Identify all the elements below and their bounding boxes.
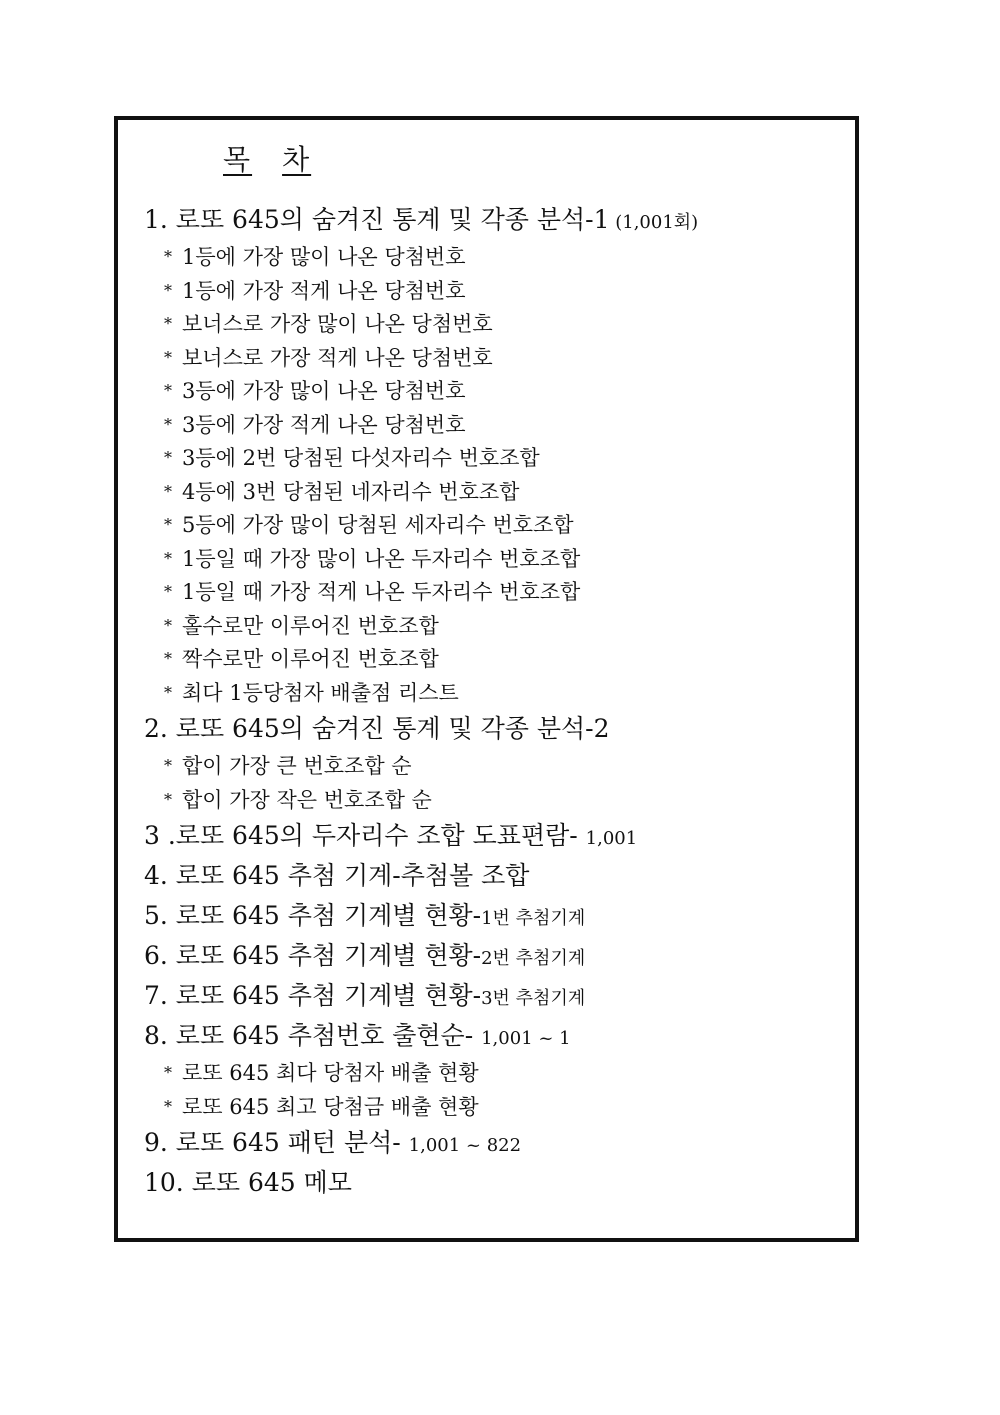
subitem-label: 3등에 2번 당첨된 다섯자리수 번호조합 — [182, 446, 540, 470]
toc-subitem — [144, 374, 845, 408]
subitem-label: 합이 가장 큰 번호조합 순 — [182, 754, 412, 778]
subitem-label: 3등에 가장 많이 나온 당첨번호 — [182, 379, 466, 403]
toc-section — [144, 816, 845, 856]
subitem-label: 짝수로만 이루어진 번호조합 — [182, 647, 439, 671]
section-note: 2번 추첨기계 — [481, 948, 586, 969]
subitem-label: 1등일 때 가장 적게 나온 두자리수 번호조합 — [182, 580, 581, 604]
bullet-icon: * — [164, 582, 172, 601]
toc-subitem — [144, 508, 845, 542]
toc-subitem — [144, 1056, 845, 1090]
section-label: 4. 로또 645 추첨 기계-추첨볼 조합 — [144, 861, 530, 890]
subitem-label: 1등일 때 가장 많이 나온 두자리수 번호조합 — [182, 546, 581, 571]
bullet-icon: * — [164, 347, 172, 367]
toc-section — [144, 936, 845, 976]
section-label: 5. 로또 645 추첨 기계별 현황- — [144, 901, 482, 930]
toc-subitem — [144, 341, 845, 375]
section-label: 7. 로또 645 추첨 기계별 현황- — [144, 981, 482, 1010]
subitem-label: 보너스로 가장 적게 나온 당첨번호 — [182, 345, 493, 370]
toc-subitem — [144, 475, 845, 509]
section-label: 2. 로또 645의 숨겨진 통계 및 각종 분석-2 — [144, 714, 610, 743]
subitem-label: 1등에 가장 많이 나온 당첨번호 — [182, 245, 466, 269]
section-note: 3번 추첨기계 — [481, 988, 586, 1009]
section-label: 9. 로또 645 패턴 분석- — [144, 1128, 409, 1157]
section-label: 3 .로또 645의 두자리수 조합 도표편람- — [144, 821, 586, 850]
title-part: 차 — [282, 143, 312, 176]
toc-subitem — [144, 575, 845, 609]
toc-section — [144, 896, 845, 936]
section-note: 1,001 — [585, 828, 638, 849]
toc-subitem — [144, 441, 845, 475]
bullet-icon: * — [164, 1096, 172, 1116]
section-note: 1번 추첨기계 — [481, 908, 586, 929]
bullet-icon: * — [164, 548, 172, 568]
toc-subitem — [144, 642, 845, 676]
toc-subitem — [144, 274, 845, 308]
toc-section — [144, 1016, 845, 1056]
subitem-label: 합이 가장 작은 번호조합 순 — [182, 787, 432, 812]
bullet-icon: * — [164, 314, 172, 333]
subitem-label: 4등에 3번 당첨된 네자리수 번호조합 — [182, 479, 520, 504]
toc-subitem — [144, 609, 845, 643]
section-label: 1. 로또 645의 숨겨진 통계 및 각종 분석-1 — [144, 205, 610, 234]
bullet-icon: * — [164, 682, 172, 702]
section-note: (1,001회) — [609, 212, 699, 233]
bullet-icon: * — [164, 481, 172, 501]
toc-section — [144, 200, 845, 240]
toc-subitem — [144, 676, 845, 710]
toc-section — [144, 976, 845, 1016]
bullet-icon: * — [164, 1063, 172, 1082]
toc-section — [144, 709, 845, 749]
bullet-icon: * — [164, 789, 172, 809]
bullet-icon: * — [164, 515, 172, 534]
section-label: 10. 로또 645 메모 — [144, 1168, 352, 1197]
toc-list — [144, 200, 845, 1203]
page-title — [223, 140, 311, 180]
toc-section — [144, 856, 845, 896]
bullet-icon: * — [164, 448, 172, 467]
title-part: 목 — [223, 143, 253, 176]
toc-subitem — [144, 1090, 845, 1124]
toc-section — [144, 1123, 845, 1163]
subitem-label: 보너스로 가장 많이 나온 당첨번호 — [182, 312, 493, 336]
bullet-icon: * — [164, 414, 172, 434]
bullet-icon: * — [164, 280, 172, 300]
toc-subitem — [144, 408, 845, 442]
subitem-label: 5등에 가장 많이 당첨된 세자리수 번호조합 — [182, 513, 574, 537]
bullet-icon: * — [164, 381, 172, 400]
toc-subitem — [144, 542, 845, 576]
section-label: 8. 로또 645 추첨번호 출현순- — [144, 1021, 482, 1050]
bullet-icon: * — [164, 756, 172, 775]
subitem-label: 1등에 가장 적게 나온 당첨번호 — [182, 278, 466, 303]
subitem-label: 로또 645 최다 당첨자 배출 현황 — [182, 1061, 479, 1085]
bullet-icon: * — [164, 247, 172, 266]
toc-subitem — [144, 240, 845, 274]
section-note: 1,001 ~ 822 — [408, 1135, 522, 1156]
subitem-label: 홀수로만 이루어진 번호조합 — [182, 613, 439, 638]
toc-subitem — [144, 783, 845, 817]
toc-subitem — [144, 749, 845, 783]
section-note: 1,001 ~ 1 — [481, 1028, 571, 1049]
subitem-label: 최다 1등당첨자 배출점 리스트 — [182, 680, 459, 705]
bullet-icon: * — [164, 649, 172, 668]
section-label: 6. 로또 645 추첨 기계별 현황- — [144, 941, 482, 970]
toc-section — [144, 1163, 845, 1203]
subitem-label: 3등에 가장 적게 나온 당첨번호 — [182, 412, 466, 437]
subitem-label: 로또 645 최고 당첨금 배출 현황 — [182, 1094, 479, 1119]
bullet-icon: * — [164, 615, 172, 635]
toc-subitem — [144, 307, 845, 341]
table-of-contents-box — [114, 116, 859, 1242]
